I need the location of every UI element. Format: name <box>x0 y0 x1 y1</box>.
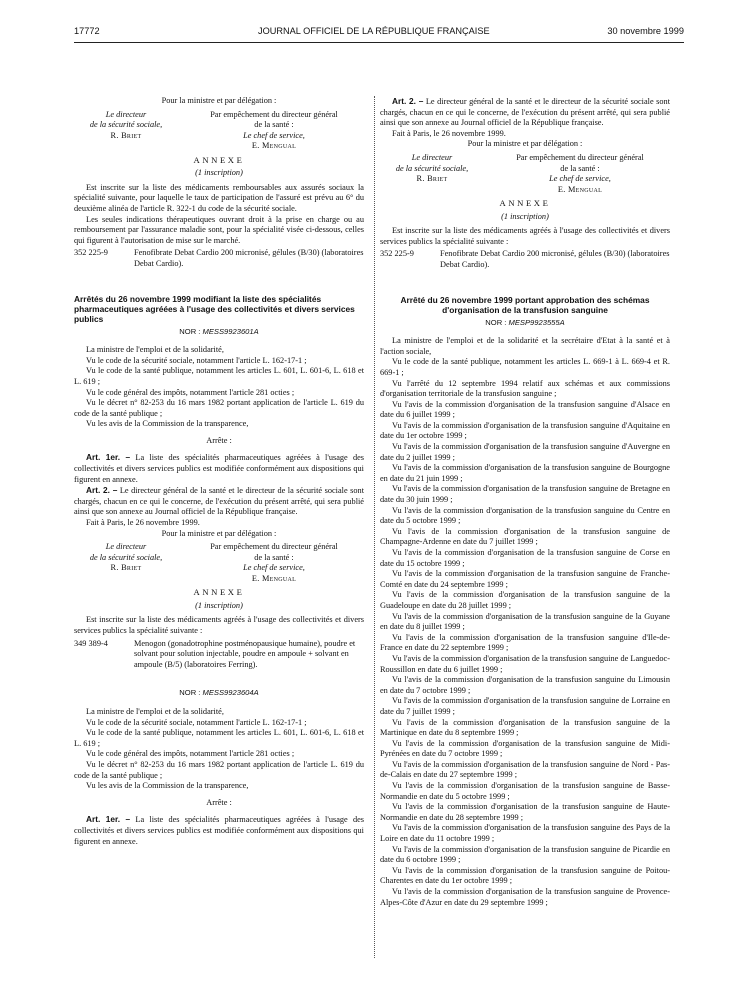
signatory-name: E. Mengual <box>251 141 297 151</box>
column-divider <box>374 96 375 958</box>
visa-line: Vu l'avis de la commission d'organisation de la transfusion sanguine de Haute-Normandie en date du 28 septembre 1999 ; <box>380 802 670 822</box>
annex-heading: ANNEXE <box>193 587 245 598</box>
decree-title: Arrêté du 26 novembre 1999 portant approbation des schémas d'organisation de la transfusion sanguine <box>400 294 650 315</box>
signatory-title: Le chef de service, <box>549 174 611 184</box>
visa-line: Vu l'avis de la commission d'organisation de la transfusion sanguine de Champagne-Ardenne en date du 7 juillet 1999 ; <box>380 526 670 547</box>
visa-line: Vu l'avis de la commission d'organisation de la transfusion sanguine de Lorraine en date du 7 juillet 1999 ; <box>380 696 670 716</box>
paragraph: Est inscrite sur la liste des médicaments agréés à l'usage des collectivités et divers services publics la spécialité suivante : <box>380 226 670 246</box>
header-rule <box>74 42 684 43</box>
visa-line: Vu l'avis de la commission d'organisation de la transfusion sanguine de la Guyane en date du 8 juillet 1999 ; <box>380 611 670 632</box>
left-column <box>74 96 364 847</box>
visa-line: Vu les avis de la Commission de la transparence, <box>86 419 249 429</box>
visa-line: Vu le code de la sécurité sociale, notamment l'article L. 162-17-1 ; <box>86 355 307 365</box>
signature-block <box>74 109 364 151</box>
signature-block <box>74 542 364 583</box>
annex-heading: ANNEXE <box>193 154 245 165</box>
nor-reference: NOR : MESS9923604A <box>179 688 259 698</box>
inscription-note: (1 inscription) <box>501 211 549 221</box>
visa-line: Vu l'avis de la commission d'organisation de la transfusion sanguine de Corse en date du 15 octobre 1999 ; <box>380 548 670 568</box>
visa-line: Vu l'avis de la commission d'organisation de la transfusion sanguine du Limousin en date du 7 octobre 1999 ; <box>380 675 670 695</box>
drug-entry <box>74 639 364 671</box>
signature-block <box>380 152 670 194</box>
drug-code: 349 389-4 <box>74 638 108 648</box>
page-header <box>74 26 684 40</box>
signatory-title: de la sécurité sociale, <box>395 163 469 173</box>
avis-list <box>380 400 670 909</box>
visa-line: Vu l'avis de la commission d'organisation de la transfusion sanguine de Bourgogne en date du 21 juin 1999 ; <box>380 463 670 483</box>
visa-line: Vu l'avis de la commission d'organisation de la transfusion sanguine de la Martinique en date du 8 septembre 1999 ; <box>380 717 670 738</box>
issue-date: 30 novembre 1999 <box>607 26 684 36</box>
place-date: Fait à Paris, le 26 novembre 1999. <box>392 128 506 138</box>
drug-entry <box>380 249 670 270</box>
visa-line: Vu l'avis de la commission d'organisation de la transfusion sanguine d'Aquitaine en date du 1er octobre 1999 ; <box>380 420 670 441</box>
visa-line: Vu l'avis de la commission d'organisation de la transfusion sanguine des Pays de la Loire en date du 11 octobre 1999 ; <box>380 823 670 844</box>
visa-line: Vu l'avis de la commission d'organisation de la transfusion sanguine de Franche-Comté en date du 24 septembre 1999 ; <box>380 569 670 589</box>
journal-title: JOURNAL OFFICIEL DE LA RÉPUBLIQUE FRANÇAISE <box>258 26 490 36</box>
paragraph: Les seules indications thérapeutiques ouvrant droit à la prise en charge ou au remboursement par l'assurance maladie sont, pour la spécialité visée ci-dessous, celles qui figurent à l'autorisation de mise sur le marché. <box>74 214 364 245</box>
visa-line: Vu l'avis de la commission d'organisation de la transfusion sanguine de Provence-Alpes-Côte d'Azur en date du 29 septembre 1999 ; <box>380 887 670 907</box>
drug-code: 352 225-9 <box>380 249 414 259</box>
article-2: Art. 2. – Le directeur général de la santé et le directeur de la sécurité sociale sont chargés, chacun en ce qui le concerne, de l'exécution du présent arrêté, qui sera publié ainsi que son annexe au Journal officiel de la République française. <box>380 96 670 128</box>
visa-line: Vu l'avis de la commission d'organisation de la transfusion sanguine de Poitou-Charentes en date du 1er octobre 1999 ; <box>380 865 670 886</box>
signatory-title: Le chef de service, <box>243 130 305 140</box>
visa-line: Vu le code de la santé publique, notamment les articles L. 601, L. 601-6, L. 618 et L. 619 ; <box>74 366 364 386</box>
inscription-note: (1 inscription) <box>195 168 243 178</box>
visa-line: Vu l'avis de la commission d'organisation de la transfusion sanguine de Bretagne en date du 30 juin 1999 ; <box>380 484 670 505</box>
nor-reference: NOR : MESP9923555A <box>485 317 565 327</box>
signatory-title: Le directeur <box>105 109 147 119</box>
visa-line: Vu le code de la santé publique, notamment les articles L. 669-1 à L. 669-4 et R. 669-1 ; <box>380 357 670 377</box>
visa-line: Vu l'arrêté du 12 septembre 1994 relatif aux schémas et aux commissions d'organisation territoriale de la transfusion sanguine ; <box>380 378 670 399</box>
visa-line: Vu le code général des impôts, notamment l'article 281 octies ; <box>86 749 295 759</box>
signatory-title: Le chef de service, <box>243 563 305 573</box>
drug-name: Menogon (gonadotrophine postménopausique humaine), poudre et solvant pour solution injectable, poudre en ampoule + solvant en ampoule (B/5) (laboratoires Ferring). <box>134 638 356 669</box>
visa-line: Vu l'avis de la commission d'organisation de la transfusion sanguine d'Alsace en date du 6 juillet 1999 ; <box>380 399 670 420</box>
signatory-title: Par empêchement du directeur général <box>516 152 644 162</box>
signatory-name: R. Briet <box>416 174 448 184</box>
signatory-title: Par empêchement du directeur général <box>210 109 338 119</box>
signatory-name: E. Mengual <box>557 184 603 194</box>
signatory-title: de la santé : <box>560 163 600 173</box>
signatory-name: R. Briet <box>110 563 142 573</box>
paragraph: Est inscrite sur la liste des médicaments remboursables aux assurés sociaux la spécialité suivante, pour laquelle le taux de participation de l'assuré est prévu au 6° du deuxième alinéa de l'article R. 322-1 du code de la sécurité sociale. <box>74 182 364 213</box>
signatory-title: de la sécurité sociale, <box>89 120 163 130</box>
visa-line: Vu l'avis de la commission d'organisation de la transfusion sanguine d'Auvergne en date du 2 juillet 1999 ; <box>380 442 670 462</box>
delegation-line: Pour la ministre et par délégation : <box>161 528 277 538</box>
nor-reference: NOR : MESS9923601A <box>179 326 259 336</box>
article-1: Art. 1er. – La liste des spécialités pharmaceutiques agréées à l'usage des collectivités et divers services publics est modifiée conformément aux dispositions qui figurent en annexe. <box>74 452 365 484</box>
visa-line: Vu l'avis de la commission d'organisation de la transfusion sanguine de Languedoc-Roussillon en date du 6 juillet 1999 ; <box>380 653 670 674</box>
delegation-line: Pour la ministre et par délégation : <box>467 139 583 149</box>
visa-line: Vu le code de la sécurité sociale, notamment l'article L. 162-17-1 ; <box>86 717 307 727</box>
visa-line: Vu les avis de la Commission de la transparence, <box>86 781 249 791</box>
page-number: 17772 <box>74 26 100 36</box>
signatory-title: Le directeur <box>411 152 453 162</box>
drug-entry <box>74 248 364 269</box>
right-column <box>380 96 670 908</box>
signatory-name: E. Mengual <box>251 574 297 583</box>
paragraph: Est inscrite sur la liste des médicaments agréés à l'usage des collectivités et divers services publics la spécialité suivante : <box>74 615 364 635</box>
visa-line: Vu l'avis de la commission d'organisation de la transfusion sanguine de Picardie en date du 6 octobre 1999 ; <box>380 844 670 865</box>
signatory-title: de la santé : <box>254 120 294 130</box>
paragraph: La ministre de l'emploi et de la solidarité et la secrétaire d'Etat à la santé et à l'action sociale, <box>380 336 670 356</box>
article-1: Art. 1er. – La liste des spécialités pharmaceutiques agréées à l'usage des collectivités et divers services publics est modifiée conformément aux dispositions qui figurent en annexe. <box>74 814 365 846</box>
signatory-title: Par empêchement du directeur général <box>210 542 338 552</box>
annex-heading: ANNEXE <box>499 197 551 208</box>
drug-name: Fenofibrate Debat Cardio 200 micronisé, gélules (B/30) (laboratoires Debat Cardio). <box>134 248 364 268</box>
delegation-line: Pour la ministre et par délégation : <box>161 96 277 105</box>
paragraph: La ministre de l'emploi et de la solidarité, <box>86 706 224 716</box>
article-2: Art. 2. – Le directeur général de la santé et le directeur de la sécurité sociale sont chargés, chacun en ce qui le concerne, de l'exécution du présent arrêté, qui sera publié ainsi que son annexe au Journal officiel de la République française. <box>74 485 364 517</box>
visa-line: Vu le décret n° 82-253 du 16 mars 1982 portant application de l'article L. 619 du code de la santé publique ; <box>74 398 364 418</box>
visa-line: Vu l'avis de la commission d'organisation de la transfusion sanguine du Centre en date du 5 octobre 1999 ; <box>380 505 670 526</box>
visa-line: Vu le code général des impôts, notamment l'article 281 octies ; <box>86 387 295 397</box>
visa-line: Vu l'avis de la commission d'organisation de la transfusion sanguine de Basse-Normandie en date du 5 octobre 1999 ; <box>380 781 670 801</box>
visa-line: Vu le décret n° 82-253 du 16 mars 1982 portant application de l'article L. 619 du code de la santé publique ; <box>74 759 364 780</box>
visa-line: Vu l'avis de la commission d'organisation de la transfusion sanguine d'Ile-de-France en date du 22 septembre 1999 ; <box>380 632 670 653</box>
visa-line: Vu le code de la santé publique, notamment les articles L. 601, L. 601-6, L. 618 et L. 619 ; <box>74 728 364 748</box>
visa-line: Vu l'avis de la commission d'organisation de la transfusion sanguine de la Guadeloupe en date du 28 juillet 1999 ; <box>380 590 670 610</box>
drug-code: 352 225-9 <box>74 248 108 258</box>
visa-line: Vu l'avis de la commission d'organisation de la transfusion sanguine de Nord - Pas-de-Calais en date du 27 septembre 1999 ; <box>380 759 670 780</box>
signatory-title: de la sécurité sociale, <box>89 552 163 562</box>
signatory-title: Le directeur <box>105 542 147 552</box>
signatory-name: R. Briet <box>110 130 142 140</box>
paragraph: La ministre de l'emploi et de la solidarité, <box>86 345 224 355</box>
arrete-heading: Arrête : <box>206 435 232 445</box>
drug-name: Fenofibrate Debat Cardio 200 micronisé, gélules (B/30) (laboratoires Debat Cardio). <box>440 249 670 269</box>
inscription-note: (1 inscription) <box>195 600 243 610</box>
place-date: Fait à Paris, le 26 novembre 1999. <box>86 518 200 528</box>
decree-title: Arrêtés du 26 novembre 1999 modifiant la liste des spécialités pharmaceutiques agréées à l'usage des collectivités et divers services publics <box>74 293 355 324</box>
signatory-title: de la santé : <box>254 552 294 562</box>
visa-line: Vu l'avis de la commission d'organisation de la transfusion sanguine de Midi-Pyrénées en date du 7 octobre 1999 ; <box>380 738 670 759</box>
arrete-heading: Arrête : <box>206 797 232 807</box>
